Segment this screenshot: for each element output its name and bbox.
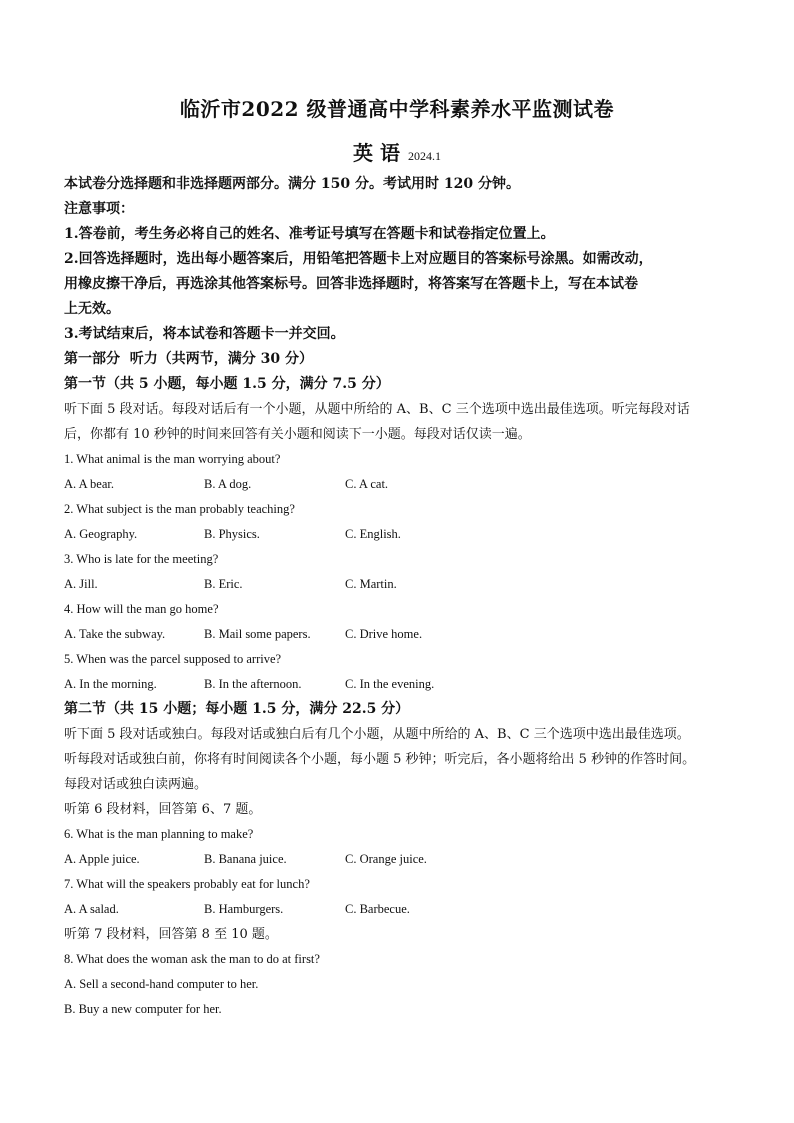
notice-item-1: 1.答卷前，考生务必将自己的姓名、准考证号填写在答题卡和试卷指定位置上。: [64, 226, 555, 242]
exam-content: [64, 172, 754, 1022]
option-b: B. Physics.: [204, 527, 260, 541]
notice-title: 注意事项：: [64, 201, 134, 217]
option-c: C. In the evening.: [345, 677, 435, 691]
option-a: A. Take the subway.: [64, 627, 166, 641]
section2-title: 第二节（共 15 小题；每小题 1.5 分，满分 22.5 分）: [64, 701, 410, 717]
question-3: 3. Who is late for the meeting?: [64, 552, 219, 566]
question-8: 8. What does the woman ask the man to do at first?: [64, 952, 320, 966]
option-c: C. English.: [345, 527, 401, 541]
section2-instruction-2: 听每段对话或独白前，你将有时间阅读各个小题，每小题 5 秒钟；听完后，各小题将给出 5 秒钟的作答时间。: [64, 752, 696, 767]
option-a: A. In the morning.: [64, 677, 157, 691]
intro-line: 本试卷分选择题和非选择题两部分。满分 150 分。考试用时 120 分钟。: [64, 176, 520, 192]
option-a: A. A bear.: [64, 477, 114, 491]
question-4-options: [64, 622, 754, 647]
part1-title: 第一部分 听力（共两节，满分 30 分）: [64, 351, 313, 367]
option-c: C. Orange juice.: [345, 852, 427, 866]
question-5-options: [64, 672, 754, 697]
question-8-option-a: A. Sell a second-hand computer to her.: [64, 977, 259, 991]
notice-item-2c: 上无效。: [64, 301, 120, 317]
notice-item-2a: 2.回答选择题时，选出每小题答案后，用铅笔把答题卡上对应题目的答案标号涂黑。如需改动，: [64, 251, 653, 267]
question-2: 2. What subject is the man probably teaching?: [64, 502, 295, 516]
option-c: C. Barbecue.: [345, 902, 410, 916]
option-a: A. A salad.: [64, 902, 119, 916]
section2-instruction-3: 每段对话或独白读两遍。: [64, 777, 208, 792]
option-a: A. Jill.: [64, 577, 98, 591]
section1-instruction-1: 听下面 5 段对话。每段对话后有一个小题，从题中所给的 A、B、C 三个选项中选出最佳选项。听完每段对话: [64, 402, 690, 417]
exam-date: 2024.1: [407, 149, 441, 163]
notice-item-2b: 用橡皮擦干净后，再选涂其他答案标号。回答非选择题时，将答案写在答题卡上，写在本试卷: [64, 276, 638, 292]
option-a: A. Geography.: [64, 527, 138, 541]
notice-item-3: 3.考试结束后，将本试卷和答题卡一并交回。: [64, 326, 345, 342]
question-6-options: [64, 847, 754, 872]
question-7: 7. What will the speakers probably eat for lunch?: [64, 877, 310, 891]
option-a: A. Apple juice.: [64, 852, 140, 866]
subject-name: 英 语: [353, 141, 400, 165]
option-b: B. Eric.: [204, 577, 243, 591]
option-b: B. A dog.: [204, 477, 252, 491]
question-6: 6. What is the man planning to make?: [64, 827, 254, 841]
question-2-options: [64, 522, 754, 547]
option-b: B. Hamburgers.: [204, 902, 284, 916]
option-c: C. Martin.: [345, 577, 397, 591]
subject-heading: [0, 137, 794, 166]
material-6-note: 听第 6 段材料，回答第 6、7 题。: [64, 802, 262, 817]
section1-title: 第一节（共 5 小题，每小题 1.5 分，满分 7.5 分）: [64, 376, 390, 392]
exam-title: 临沂市2022 级普通高中学科素养水平监测试卷: [179, 97, 615, 121]
question-5: 5. When was the parcel supposed to arrive?: [64, 652, 282, 666]
section2-instruction-1: 听下面 5 段对话或独白。每段对话或独白后有几个小题，从题中所给的 A、B、C 三个选项中选出最佳选项。: [64, 727, 690, 742]
question-3-options: [64, 572, 754, 597]
question-8-option-b: B. Buy a new computer for her.: [64, 1002, 222, 1016]
option-b: B. In the afternoon.: [204, 677, 302, 691]
section1-instruction-2: 后，你都有 10 秒钟的时间来回答有关小题和阅读下一小题。每段对话仅读一遍。: [64, 427, 531, 442]
question-1-options: [64, 472, 754, 497]
option-c: C. Drive home.: [345, 627, 423, 641]
option-b: B. Mail some papers.: [204, 627, 311, 641]
option-b: B. Banana juice.: [204, 852, 287, 866]
question-7-options: [64, 897, 754, 922]
option-c: C. A cat.: [345, 477, 389, 491]
question-1: 1. What animal is the man worrying about?: [64, 452, 281, 466]
question-4: 4. How will the man go home?: [64, 602, 219, 616]
material-7-note: 听第 7 段材料，回答第 8 至 10 题。: [64, 927, 278, 942]
